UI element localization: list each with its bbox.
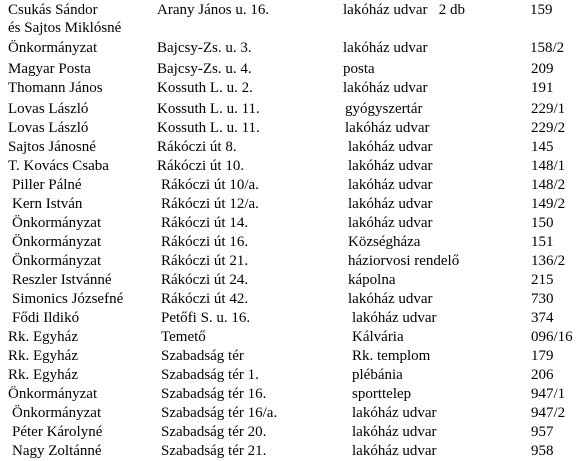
use-cell: lakóház udvar: [348, 291, 433, 307]
owner-cell: Fődi Ildikó: [12, 310, 80, 326]
address-cell: Szabadság tér: [161, 348, 244, 364]
table-row: [0, 118, 587, 138]
lot-number-cell: 136/2: [531, 253, 566, 269]
lot-number-cell: 374: [531, 310, 554, 326]
address-cell: Rákóczi út 16.: [161, 234, 249, 250]
owner-cell: Önkormányzat: [12, 215, 102, 231]
use-cell: lakóház udvar: [352, 405, 437, 421]
use-cell: lakóház udvar: [345, 120, 430, 136]
use-cell: lakóház udvar: [348, 215, 433, 231]
table-row: [0, 327, 587, 347]
lot-number-cell: 151: [531, 234, 554, 250]
use-cell: lakóház udvar: [352, 310, 437, 326]
table-row: [0, 441, 587, 461]
use-cell: Rk. templom: [352, 348, 431, 364]
lot-number-cell: 229/1: [531, 101, 566, 117]
address-cell: Szabadság tér 20.: [161, 424, 267, 440]
address-cell: Kossuth L. u. 11.: [157, 101, 260, 117]
use-cell: lakóház udvar: [348, 139, 433, 155]
table-row: [0, 59, 587, 79]
lot-number-cell: 148/1: [531, 158, 566, 174]
address-cell: Szabadság tér 21.: [161, 443, 267, 459]
address-cell: Bajcsy-Zs. u. 4.: [157, 61, 252, 77]
lot-number-cell: 947/1: [531, 386, 566, 402]
address-cell: Petőfi S. u. 16.: [161, 310, 251, 326]
use-cell: Községháza: [348, 234, 421, 250]
table-row: [0, 175, 587, 195]
use-cell: lakóház udvar: [343, 80, 428, 96]
address-cell: Rákóczi út 10.: [157, 158, 245, 174]
table-row: [0, 365, 587, 385]
use-cell: Kálvária: [352, 329, 404, 345]
table-row: [0, 137, 587, 157]
owner-cell: Önkormányzat: [8, 386, 98, 402]
table-row: [0, 270, 587, 290]
use-cell: háziorvosi rendelő: [348, 253, 460, 269]
owner-cell: Rk. Egyház: [8, 348, 78, 364]
use-cell: posta: [343, 61, 375, 77]
owner-cell: T. Kovács Csaba: [8, 158, 109, 174]
lot-number-cell: 215: [531, 272, 554, 288]
table-row: [0, 232, 587, 252]
lot-number-cell: 947/2: [531, 405, 566, 421]
table-row: [0, 78, 587, 98]
owner-cell: Sajtos Jánosné: [8, 139, 96, 155]
lot-number-cell: 149/2: [531, 196, 566, 212]
use-cell: kápolna: [348, 272, 396, 288]
use-cell: lakóház udvar: [348, 158, 433, 174]
lot-number-cell: 209: [531, 61, 554, 77]
lot-number-cell: 145: [531, 139, 554, 155]
address-cell: Arany János u. 16.: [157, 2, 270, 18]
address-cell: Szabadság tér 1.: [161, 367, 259, 383]
owner-cell: Nagy Zoltánné: [12, 443, 102, 459]
lot-number-cell: 158/2: [530, 40, 565, 56]
table-row: [0, 0, 587, 20]
lot-number-cell: 096/16: [531, 329, 573, 345]
owner-cell: Lovas László: [8, 101, 89, 117]
address-cell: Rákóczi út 12/a.: [161, 196, 259, 212]
table-row: [0, 308, 587, 328]
owner-cell: Lovas László: [8, 120, 89, 136]
use-cell: plébánia: [352, 367, 403, 383]
address-cell: Bajcsy-Zs. u. 3.: [157, 40, 252, 56]
lot-number-cell: 206: [531, 367, 554, 383]
lot-number-cell: 730: [531, 291, 554, 307]
lot-number-cell: 148/2: [531, 177, 566, 193]
owner-cell: Önkormányzat: [12, 405, 102, 421]
address-cell: Rákóczi út 14.: [161, 215, 249, 231]
owner-cell: Piller Pálné: [12, 177, 82, 193]
address-cell: Rákóczi út 10/a.: [161, 177, 259, 193]
use-cell: lakóház udvar 2 db: [343, 2, 466, 18]
table-row: [0, 422, 587, 442]
owner-cell: Reszler Istvánné: [12, 272, 112, 288]
table-row: [0, 384, 587, 404]
address-cell: Rákóczi út 8.: [157, 139, 237, 155]
owner-cell: Magyar Posta: [8, 61, 91, 77]
address-cell: Temető: [161, 329, 206, 345]
lot-number-cell: 957: [531, 424, 554, 440]
address-cell: Kossuth L. u. 11.: [157, 120, 260, 136]
owner-cell: Rk. Egyház: [8, 329, 78, 345]
table-row: [0, 251, 587, 271]
owner-cell: Csukás Sándor: [8, 2, 98, 18]
table-row: [0, 99, 587, 119]
address-cell: Rákóczi út 21.: [161, 253, 249, 269]
owner-cell: Önkormányzat: [12, 253, 102, 269]
lot-number-cell: 150: [531, 215, 554, 231]
owner-cell: Kern István: [12, 196, 83, 212]
table-row: [0, 156, 587, 176]
owner-cell: Rk. Egyház: [8, 367, 78, 383]
address-cell: Rákóczi út 42.: [161, 291, 249, 307]
owner-cell: Simonics Józsefné: [12, 291, 124, 307]
table-row: [0, 213, 587, 233]
address-cell: Szabadság tér 16.: [161, 386, 267, 402]
use-cell: lakóház udvar: [348, 196, 433, 212]
owner-cell: és Sajtos Miklósné: [8, 20, 122, 36]
owner-cell: Önkormányzat: [12, 234, 102, 250]
address-cell: Rákóczi út 24.: [161, 272, 249, 288]
address-cell: Kossuth L. u. 2.: [157, 80, 253, 96]
use-cell: lakóház udvar: [348, 177, 433, 193]
table-row: [0, 194, 587, 214]
table-row: [0, 38, 587, 58]
use-cell: lakóház udvar: [352, 443, 437, 459]
owner-cell: Önkormányzat: [8, 40, 98, 56]
use-cell: lakóház udvar: [343, 40, 428, 56]
table-row: [0, 18, 587, 38]
table-row: [0, 289, 587, 309]
use-cell: lakóház udvar: [352, 424, 437, 440]
owner-cell: Thomann János: [8, 80, 103, 96]
lot-number-cell: 229/2: [531, 120, 566, 136]
lot-number-cell: 179: [531, 348, 554, 364]
lot-number-cell: 191: [531, 80, 554, 96]
address-cell: Szabadság tér 16/a.: [161, 405, 278, 421]
use-cell: sporttelep: [352, 386, 412, 402]
lot-number-cell: 958: [531, 443, 554, 459]
lot-number-cell: 159: [530, 2, 553, 18]
use-cell: gyógyszertár: [345, 101, 423, 117]
table-row: [0, 346, 587, 366]
table-row: [0, 403, 587, 423]
owner-cell: Péter Károlyné: [12, 424, 103, 440]
